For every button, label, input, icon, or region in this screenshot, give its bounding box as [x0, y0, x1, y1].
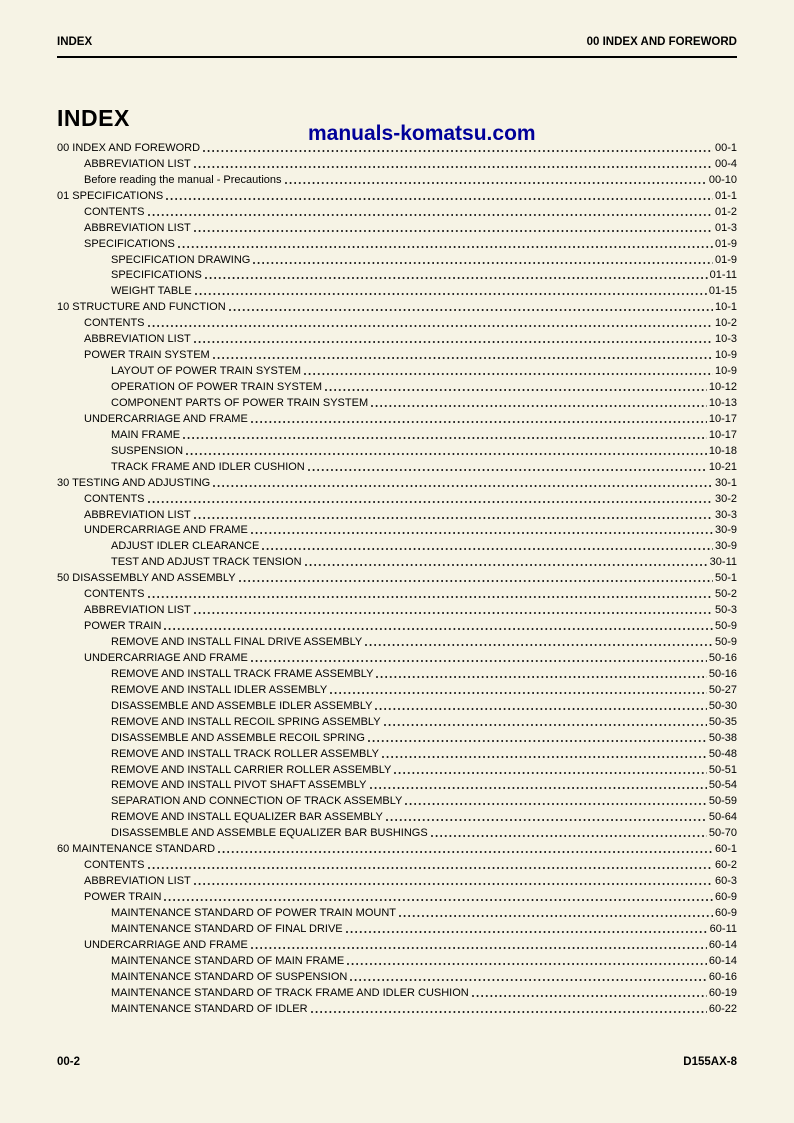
toc-leader-dots	[183, 437, 707, 439]
toc-leader-dots	[394, 772, 706, 774]
toc-leader-dots	[205, 277, 708, 279]
toc-entry-label: REMOVE AND INSTALL RECOIL SPRING ASSEMBLY	[111, 715, 381, 728]
toc-entry-label: 10 STRUCTURE AND FUNCTION	[57, 301, 226, 314]
toc-entry-page: 01-11	[709, 269, 737, 282]
toc-entry	[57, 713, 737, 729]
toc-entry-label: ABBREVIATION LIST	[84, 221, 191, 234]
toc-leader-dots	[251, 532, 713, 534]
toc-entry-label: SUSPENSION	[111, 444, 184, 457]
toc-entry-label: Before reading the manual - Precautions	[84, 173, 282, 186]
toc-entry	[57, 235, 737, 251]
toc-entry-label: SPECIFICATIONS	[111, 269, 202, 282]
toc-entry-page: 60-9	[714, 891, 737, 903]
toc-entry-page: 10-18	[708, 444, 737, 457]
toc-entry-page: 10-9	[714, 365, 737, 378]
toc-entry-page: 01-3	[714, 221, 737, 234]
toc-entry-page: 30-11	[709, 556, 737, 569]
header-divider	[57, 56, 737, 58]
toc-entry-label: SPECIFICATIONS	[84, 237, 175, 250]
header-left-label: INDEX	[57, 36, 93, 48]
toc-leader-dots	[375, 708, 706, 710]
toc-entry-page: 10-9	[714, 349, 737, 362]
toc-entry-label: UNDERCARRIAGE AND FRAME	[84, 524, 248, 537]
page-header	[57, 36, 737, 48]
toc-entry-page: 30-3	[714, 508, 737, 521]
toc-leader-dots	[229, 309, 713, 311]
toc-entry-page: 60-1	[714, 843, 737, 856]
toc-entry-label: MAINTENANCE STANDARD OF POWER TRAIN MOUNT	[111, 906, 396, 919]
toc-entry-label: UNDERCARRIAGE AND FRAME	[84, 651, 248, 664]
toc-entry	[57, 490, 737, 506]
toc-entry-label: MAINTENANCE STANDARD OF IDLER	[111, 1002, 308, 1015]
toc-entry-page: 00-4	[714, 157, 737, 170]
toc-entry-page: 50-35	[708, 715, 737, 728]
toc-entry-page: 10-12	[708, 381, 737, 393]
toc-entry-label: CONTENTS	[84, 588, 145, 601]
toc-leader-dots	[148, 214, 713, 216]
toc-entry-page: 30-1	[714, 476, 737, 489]
toc-entry-page: 30-9	[714, 540, 737, 553]
toc-entry	[57, 840, 737, 856]
toc-entry-page: 30-2	[714, 492, 737, 505]
toc-entry-page: 10-17	[708, 412, 737, 425]
toc-entry-label: ABBREVIATION LIST	[84, 508, 191, 521]
toc-entry	[57, 426, 737, 442]
toc-entry-label: CONTENTS	[84, 317, 145, 330]
toc-leader-dots	[213, 357, 713, 359]
toc-entry-label: SPECIFICATION DRAWING	[111, 253, 251, 266]
toc-leader-dots	[368, 740, 707, 742]
toc-entry-label: POWER TRAIN	[84, 891, 162, 903]
toc-entry-label: MAINTENANCE STANDARD OF TRACK FRAME AND IDLER CUSHION	[111, 986, 469, 999]
toc-entry-label: MAINTENANCE STANDARD OF SUSPENSION	[111, 970, 348, 983]
toc-entry	[57, 298, 737, 314]
toc-leader-dots	[285, 182, 707, 184]
toc-entry-page: 50-16	[708, 667, 737, 680]
toc-entry-label: 50 DISASSEMBLY AND ASSEMBLY	[57, 572, 236, 585]
toc-entry	[57, 601, 737, 617]
toc-leader-dots	[213, 485, 713, 487]
toc-entry	[57, 824, 737, 840]
toc-entry	[57, 442, 737, 458]
toc-entry-label: REMOVE AND INSTALL TRACK ROLLER ASSEMBLY	[111, 747, 379, 760]
toc-leader-dots	[370, 787, 707, 789]
toc-entry	[57, 394, 737, 410]
toc-leader-dots	[178, 246, 713, 248]
toc-entry	[57, 537, 737, 553]
toc-entry-label: UNDERCARRIAGE AND FRAME	[84, 938, 248, 951]
toc-entry-label: ADJUST IDLER CLEARANCE	[111, 540, 260, 553]
toc-entry	[57, 984, 737, 1000]
toc-entry-page: 01-9	[714, 253, 737, 266]
toc-entry-label: UNDERCARRIAGE AND FRAME	[84, 412, 248, 425]
toc-entry-page: 50-16	[708, 651, 737, 664]
toc-entry	[57, 649, 737, 665]
toc-leader-dots	[308, 469, 707, 471]
toc-leader-dots	[148, 501, 713, 503]
toc-leader-dots	[195, 293, 707, 295]
toc-entry	[57, 968, 737, 984]
toc-entry-page: 30-9	[714, 524, 737, 537]
toc-entry	[57, 330, 737, 346]
toc-entry	[57, 569, 737, 585]
toc-leader-dots	[304, 373, 713, 375]
toc-entry	[57, 904, 737, 920]
toc-entry-label: MAINTENANCE STANDARD OF FINAL DRIVE	[111, 922, 343, 935]
toc-leader-dots	[194, 166, 713, 168]
toc-list	[57, 139, 737, 1016]
toc-entry-page: 10-17	[708, 428, 737, 441]
toc-leader-dots	[194, 341, 713, 343]
toc-leader-dots	[386, 819, 707, 821]
toc-entry	[57, 155, 737, 171]
toc-entry-label: SEPARATION AND CONNECTION OF TRACK ASSEMBLY	[111, 795, 403, 808]
toc-entry-page: 50-9	[714, 636, 737, 648]
toc-leader-dots	[384, 724, 707, 726]
toc-entry	[57, 936, 737, 952]
toc-entry-page: 50-64	[708, 811, 737, 824]
footer-page-number: 00-2	[57, 1056, 81, 1068]
toc-leader-dots	[164, 628, 713, 630]
toc-entry-page: 50-38	[708, 731, 737, 744]
toc-entry-label: ABBREVIATION LIST	[84, 604, 191, 617]
toc-leader-dots	[330, 692, 707, 694]
toc-leader-dots	[148, 867, 713, 869]
toc-entry-page: 50-70	[708, 827, 737, 840]
toc-leader-dots	[399, 915, 713, 917]
toc-entry	[57, 1000, 737, 1016]
toc-entry-page: 10-3	[714, 333, 737, 346]
toc-leader-dots	[148, 596, 713, 598]
toc-entry-page: 00-10	[708, 173, 737, 186]
toc-entry-page: 60-19	[708, 986, 737, 999]
toc-entry	[57, 474, 737, 490]
toc-entry	[57, 920, 737, 936]
toc-entry-page: 01-1	[714, 189, 737, 202]
toc-entry-page: 60-3	[714, 875, 737, 888]
toc-leader-dots	[148, 325, 713, 327]
footer-model-number: D155AX-8	[683, 1056, 737, 1068]
toc-entry-page: 50-51	[708, 763, 737, 776]
toc-entry-label: POWER TRAIN	[84, 620, 162, 633]
toc-entry	[57, 729, 737, 745]
toc-entry-label: LAYOUT OF POWER TRAIN SYSTEM	[111, 365, 302, 378]
toc-entry-label: WEIGHT TABLE	[111, 285, 192, 298]
toc-entry	[57, 219, 737, 235]
toc-entry-page: 00-1	[714, 141, 737, 154]
toc-leader-dots	[251, 660, 707, 662]
toc-entry	[57, 187, 737, 203]
toc-leader-dots	[325, 389, 707, 391]
toc-entry-page: 60-22	[708, 1002, 737, 1015]
toc-entry-page: 60-2	[714, 859, 737, 872]
toc-entry	[57, 617, 737, 633]
toc-entry-label: REMOVE AND INSTALL TRACK FRAME ASSEMBLY	[111, 667, 374, 680]
toc-entry-page: 50-59	[708, 795, 737, 808]
toc-entry	[57, 856, 737, 872]
toc-leader-dots	[405, 803, 707, 805]
toc-entry-page: 10-21	[708, 460, 737, 473]
toc-entry-page: 10-1	[714, 301, 737, 314]
toc-entry-page: 01-15	[708, 285, 737, 298]
toc-entry-label: MAIN FRAME	[111, 428, 181, 441]
toc-entry	[57, 952, 737, 968]
toc-entry-page: 50-9	[714, 620, 737, 633]
toc-entry	[57, 808, 737, 824]
toc-entry-page: 50-2	[714, 588, 737, 601]
toc-leader-dots	[262, 548, 713, 550]
page-footer	[57, 1056, 737, 1068]
toc-entry-label: TEST AND ADJUST TRACK TENSION	[111, 556, 302, 569]
toc-leader-dots	[371, 405, 707, 407]
toc-leader-dots	[382, 756, 707, 758]
toc-entry-page: 50-27	[708, 683, 737, 696]
toc-leader-dots	[186, 453, 707, 455]
toc-entry	[57, 362, 737, 378]
toc-leader-dots	[194, 517, 713, 519]
toc-entry-page: 50-1	[714, 572, 737, 585]
toc-entry	[57, 251, 737, 267]
toc-entry-label: ABBREVIATION LIST	[84, 875, 191, 888]
toc-entry-label: TRACK FRAME AND IDLER CUSHION	[111, 460, 305, 473]
toc-leader-dots	[346, 931, 708, 933]
toc-entry-label: DISASSEMBLE AND ASSEMBLE IDLER ASSEMBLY	[111, 699, 373, 712]
toc-entry	[57, 872, 737, 888]
toc-entry-label: REMOVE AND INSTALL IDLER ASSEMBLY	[111, 683, 328, 696]
toc-entry-label: REMOVE AND INSTALL FINAL DRIVE ASSEMBLY	[111, 636, 363, 648]
toc-entry	[57, 458, 737, 474]
header-right-label: 00 INDEX AND FOREWORD	[586, 36, 737, 48]
toc-entry	[57, 378, 737, 394]
toc-leader-dots	[253, 262, 713, 264]
toc-leader-dots	[194, 612, 713, 614]
toc-entry-label: 01 SPECIFICATIONS	[57, 189, 164, 202]
toc-entry-page: 60-11	[709, 922, 737, 935]
toc-leader-dots	[194, 883, 713, 885]
toc-entry-label: ABBREVIATION LIST	[84, 157, 191, 170]
toc-entry	[57, 585, 737, 601]
toc-entry-page: 50-48	[708, 747, 737, 760]
toc-entry-label: COMPONENT PARTS OF POWER TRAIN SYSTEM	[111, 396, 369, 409]
toc-entry	[57, 171, 737, 187]
toc-entry	[57, 681, 737, 697]
toc-entry	[57, 553, 737, 569]
toc-leader-dots	[311, 1011, 707, 1013]
toc-entry	[57, 745, 737, 761]
toc-entry-label: MAINTENANCE STANDARD OF MAIN FRAME	[111, 954, 345, 967]
toc-entry-label: CONTENTS	[84, 859, 145, 872]
toc-entry	[57, 203, 737, 219]
toc-leader-dots	[472, 995, 707, 997]
toc-leader-dots	[251, 947, 707, 949]
toc-entry	[57, 665, 737, 681]
toc-entry-page: 50-3	[714, 604, 737, 617]
toc-entry-page: 10-13	[708, 396, 737, 409]
toc-entry-page: 50-30	[708, 699, 737, 712]
toc-leader-dots	[431, 835, 707, 837]
toc-entry	[57, 410, 737, 426]
toc-leader-dots	[350, 979, 707, 981]
toc-leader-dots	[166, 198, 713, 200]
toc-entry	[57, 697, 737, 713]
toc-entry-label: POWER TRAIN SYSTEM	[84, 349, 210, 362]
watermark-text: manuals-komatsu.com	[308, 122, 536, 145]
toc-entry-label: ABBREVIATION LIST	[84, 333, 191, 346]
toc-leader-dots	[305, 564, 708, 566]
toc-leader-dots	[251, 421, 707, 423]
toc-entry	[57, 792, 737, 808]
toc-entry	[57, 761, 737, 777]
toc-leader-dots	[347, 963, 707, 965]
toc-leader-dots	[218, 851, 713, 853]
toc-entry-label: REMOVE AND INSTALL CARRIER ROLLER ASSEMBLY	[111, 763, 392, 776]
toc-entry-page: 50-54	[708, 779, 737, 792]
toc-leader-dots	[376, 676, 706, 678]
toc-entry-page: 60-16	[708, 970, 737, 983]
toc-entry-label: CONTENTS	[84, 205, 145, 218]
toc-entry-label: REMOVE AND INSTALL EQUALIZER BAR ASSEMBLY	[111, 811, 383, 824]
toc-entry-label: REMOVE AND INSTALL PIVOT SHAFT ASSEMBLY	[111, 779, 367, 792]
toc-entry-label: CONTENTS	[84, 492, 145, 505]
toc-entry-label: 30 TESTING AND ADJUSTING	[57, 476, 211, 489]
toc-entry	[57, 314, 737, 330]
toc-entry-page: 01-2	[714, 205, 737, 218]
toc-entry-label: DISASSEMBLE AND ASSEMBLE RECOIL SPRING	[111, 731, 365, 744]
toc-leader-dots	[203, 150, 713, 152]
toc-leader-dots	[239, 580, 713, 582]
toc-entry	[57, 522, 737, 538]
toc-entry	[57, 633, 737, 649]
toc-entry-page: 60-9	[714, 906, 737, 919]
toc-entry-label: DISASSEMBLE AND ASSEMBLE EQUALIZER BAR BUSHINGS	[111, 827, 428, 840]
toc-entry-page: 01-9	[714, 237, 737, 250]
toc-entry	[57, 888, 737, 904]
toc-entry	[57, 346, 737, 362]
toc-leader-dots	[365, 644, 713, 646]
toc-entry	[57, 267, 737, 283]
toc-entry-label: 00 INDEX AND FOREWORD	[57, 141, 201, 154]
toc-leader-dots	[194, 230, 713, 232]
toc-entry	[57, 282, 737, 298]
toc-entry-page: 60-14	[708, 954, 737, 967]
toc-leader-dots	[164, 899, 713, 901]
toc-entry-page: 60-14	[708, 938, 737, 951]
toc-entry-page: 10-2	[714, 317, 737, 330]
toc-entry	[57, 777, 737, 793]
toc-entry-label: OPERATION OF POWER TRAIN SYSTEM	[111, 381, 323, 393]
toc-entry	[57, 506, 737, 522]
page-title: INDEX	[57, 105, 130, 131]
toc-entry-label: 60 MAINTENANCE STANDARD	[57, 843, 216, 856]
